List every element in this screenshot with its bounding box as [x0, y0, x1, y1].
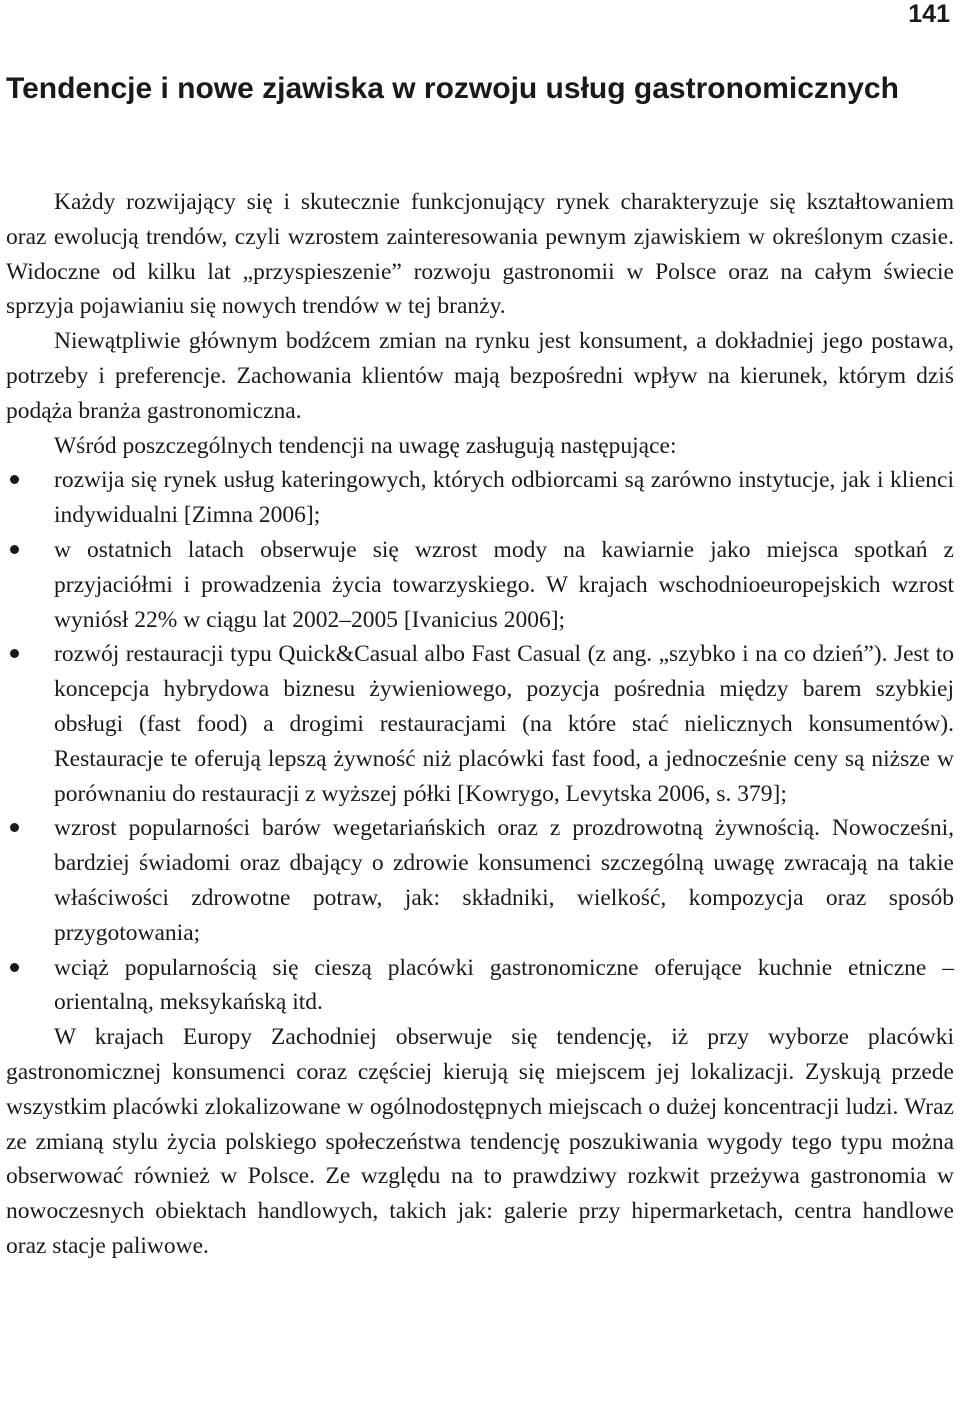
list-item-text: wciąż popularnością się cieszą placówki gastronomiczne oferujące kuchnie etniczne – orientalną, meksykańską itd. — [54, 954, 954, 1016]
list-item — [6, 463, 954, 533]
list-item-text: wzrost popularności barów wegetariańskich oraz z prozdrowotną żywnością. Nowocześni, bardziej świadomi oraz dbający o zdrowie konsumenci szczególną uwagę zwracają na takie właściwości zdrowotne potraw, jak: składniki, wielkość, kompozycja oraz sposób przygotowania; — [54, 815, 954, 946]
list-item — [6, 533, 954, 637]
intro-paragraph: Każdy rozwijający się i skutecznie funkcjonujący rynek charakteryzuje się kształtowaniem oraz ewolucją trendów, czyli wzrostem zainteresowania pewnym zjawiskiem w określonym czasie. Widoczne od kilku lat „przyspieszenie” rozwoju gastronomii w Polsce oraz na całym świecie sprzyja pojawianiu się nowych trendów w tej branży. — [6, 189, 954, 320]
list-item — [6, 811, 954, 950]
list-item-text: w ostatnich latach obserwuje się wzrost mody na kawiarnie jako miejsca spotkań z przyjaciółmi i prowadzenia życia towarzyskiego. W krajach wschodnioeuropejskich wzrost wyniósł 22% w ciągu lat 2002–2005 [Ivanicius 2006]; — [54, 536, 954, 633]
body-text — [6, 185, 954, 1264]
list-item — [6, 637, 954, 811]
chapter-title: Tendencje i nowe zjawiska w rozwoju usług gastronomicznych — [6, 72, 899, 105]
bullet-icon — [10, 475, 19, 484]
list-item-text: rozwój restauracji typu Quick&Casual albo Fast Casual (z ang. „szybko i na co dzień”). Jest to koncepcja hybrydowa biznesu żywieniowego, pozycja pośrednia między barem szybkiej obsługi (fast food) a drogimi restauracjami (na które stać nielicznych konsumentów). Restauracje te oferują lepszą żywność niż placówki fast food, a jednocześnie ceny są niższe w porównaniu do restauracji z wyższej półki [Kowrygo, Levytska 2006, s. 379]; — [54, 641, 954, 807]
closing-paragraph: W krajach Europy Zachodniej obserwuje się tendencję, iż przy wyborze placówki gastronomicznej konsumenci coraz częściej kierują się miejscem jej lokalizacji. Zyskują przede wszystkim placówki zlokalizowane w ogólnodostępnych miejscach o dużej koncentracji ludzi. Wraz ze zmianą stylu życia polskiego społeczeństwa tendencję poszukiwania wygody tego typu można obserwować również w Polsce. Ze względu na to prawdziwy rozkwit przeżywa gastronomia w nowoczesnych obiektach handlowych, takich jak: galerie przy hipermarketach, centra handlowe oraz stacje paliwowe. — [6, 1024, 954, 1259]
bullet-icon — [10, 545, 19, 554]
list-item — [6, 951, 954, 1021]
bullet-icon — [10, 823, 19, 832]
bullet-icon — [10, 649, 19, 658]
list-lead-paragraph: Wśród poszczególnych tendencji na uwagę zasługują następujące: — [54, 432, 677, 459]
intro-paragraph: Niewątpliwie głównym bodźcem zmian na rynku jest konsument, a dokładniej jego postawa, potrzeby i preferencje. Zachowania klientów mają bezpośredni wpływ na kierunek, którym dziś podąża branża gastronomiczna. — [6, 328, 954, 424]
bullet-icon — [10, 963, 19, 972]
list-item-text: rozwija się rynek usług kateringowych, których odbiorcami są zarówno instytucje, jak i klienci indywidualni [Zimna 2006]; — [54, 467, 954, 529]
trend-list — [6, 463, 954, 1020]
page-number: 141 — [908, 0, 950, 28]
